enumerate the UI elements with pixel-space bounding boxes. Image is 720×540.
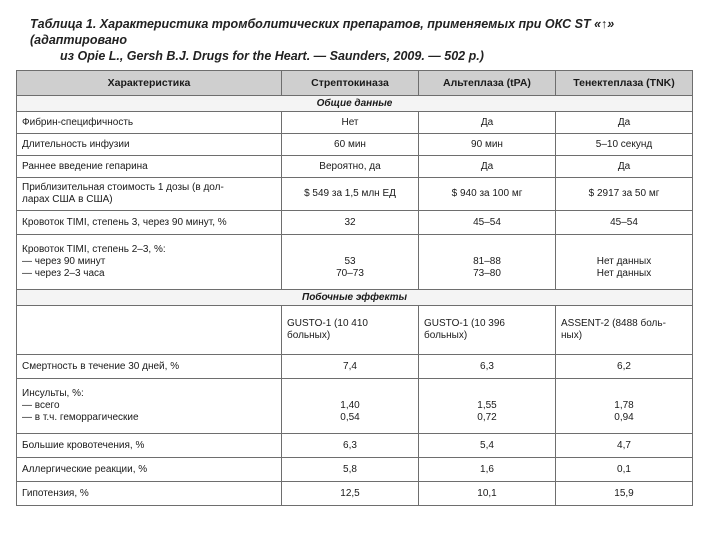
table-cell: 5,4 — [419, 434, 556, 458]
row-label: Гипотензия, % — [17, 482, 282, 506]
table-cell: GUSTO-1 (10 396 больных) — [419, 306, 556, 355]
header-streptokinase: Стрептокиназа — [282, 71, 419, 96]
row-label: Кровоток TIMI, степень 3, через 90 минут, % — [17, 211, 282, 235]
table-row — [17, 211, 693, 235]
table-cell: Да — [419, 156, 556, 178]
table-cell: 6,3 — [419, 355, 556, 379]
table-cell: 1,40 0,54 — [282, 379, 419, 434]
row-label: Кровоток TIMI, степень 2–3, %: — через 90 минут — через 2–3 часа — [17, 235, 282, 290]
row-label: Длительность инфузии — [17, 134, 282, 156]
caption-line-2: из Opie L., Gersh B.J. Drugs for the Heart. — Saunders, 2009. — 502 p.) — [60, 49, 484, 63]
section-row-side-effects — [17, 290, 693, 306]
table-caption — [12, 16, 708, 64]
table-cell: ASSENT-2 (8488 боль- ных) — [556, 306, 693, 355]
header-tenecteplase: Тенектеплаза (TNK) — [556, 71, 693, 96]
table-cell: Да — [419, 112, 556, 134]
table-row — [17, 112, 693, 134]
table-cell: $ 940 за 100 мг — [419, 178, 556, 211]
table-cell: 5–10 секунд — [556, 134, 693, 156]
row-label: Инсульты, %: — всего — в т.ч. геморрагические — [17, 379, 282, 434]
row-label: Раннее введение гепарина — [17, 156, 282, 178]
table-cell: 45–54 — [419, 211, 556, 235]
thrombolytics-table — [16, 70, 693, 506]
table-cell: 1,55 0,72 — [419, 379, 556, 434]
table-cell: 1,78 0,94 — [556, 379, 693, 434]
table-cell: 45–54 — [556, 211, 693, 235]
table-cell: Нет данных Нет данных — [556, 235, 693, 290]
row-label: Приблизительная стоимость 1 дозы (в дол- ларах США в США) — [17, 178, 282, 211]
table-cell: 4,7 — [556, 434, 693, 458]
row-label: Большие кровотечения, % — [17, 434, 282, 458]
row-label: Смертность в течение 30 дней, % — [17, 355, 282, 379]
header-characteristic: Характеристика — [17, 71, 282, 96]
table-row — [17, 306, 693, 355]
table-cell: 12,5 — [282, 482, 419, 506]
table-row — [17, 235, 693, 290]
table-cell: 7,4 — [282, 355, 419, 379]
table-row — [17, 379, 693, 434]
table-cell: 6,2 — [556, 355, 693, 379]
table-cell: 60 мин — [282, 134, 419, 156]
row-label — [17, 306, 282, 355]
table-cell: Да — [556, 112, 693, 134]
table-row — [17, 134, 693, 156]
table-cell: $ 549 за 1,5 млн ЕД — [282, 178, 419, 211]
row-label: Фибрин-специфичность — [17, 112, 282, 134]
caption-line-1: Таблица 1. Характеристика тромболитических препаратов, применяемых при ОКС ST «↑» (адаптировано — [30, 17, 615, 47]
table-cell: 15,9 — [556, 482, 693, 506]
table-cell: Нет — [282, 112, 419, 134]
table-row — [17, 434, 693, 458]
table-row — [17, 482, 693, 506]
table-cell: 1,6 — [419, 458, 556, 482]
table-cell: Вероятно, да — [282, 156, 419, 178]
row-label: Аллергические реакции, % — [17, 458, 282, 482]
table-cell: Да — [556, 156, 693, 178]
section-row-general — [17, 96, 693, 112]
header-alteplase: Альтеплаза (tPA) — [419, 71, 556, 96]
section-title-general: Общие данные — [17, 96, 693, 112]
table-cell: 0,1 — [556, 458, 693, 482]
table-cell: 32 — [282, 211, 419, 235]
table-cell: 90 мин — [419, 134, 556, 156]
table-cell: 6,3 — [282, 434, 419, 458]
table-cell: 53 70–73 — [282, 235, 419, 290]
table-cell: 10,1 — [419, 482, 556, 506]
table-row — [17, 156, 693, 178]
section-title-side-effects: Побочные эффекты — [17, 290, 693, 306]
table-cell: $ 2917 за 50 мг — [556, 178, 693, 211]
table-body — [17, 96, 693, 506]
table-row — [17, 178, 693, 211]
table-cell: GUSTO-1 (10 410 больных) — [282, 306, 419, 355]
table-cell: 5,8 — [282, 458, 419, 482]
table-row — [17, 458, 693, 482]
table-cell: 81–88 73–80 — [419, 235, 556, 290]
table-row — [17, 355, 693, 379]
header-row — [17, 71, 693, 96]
